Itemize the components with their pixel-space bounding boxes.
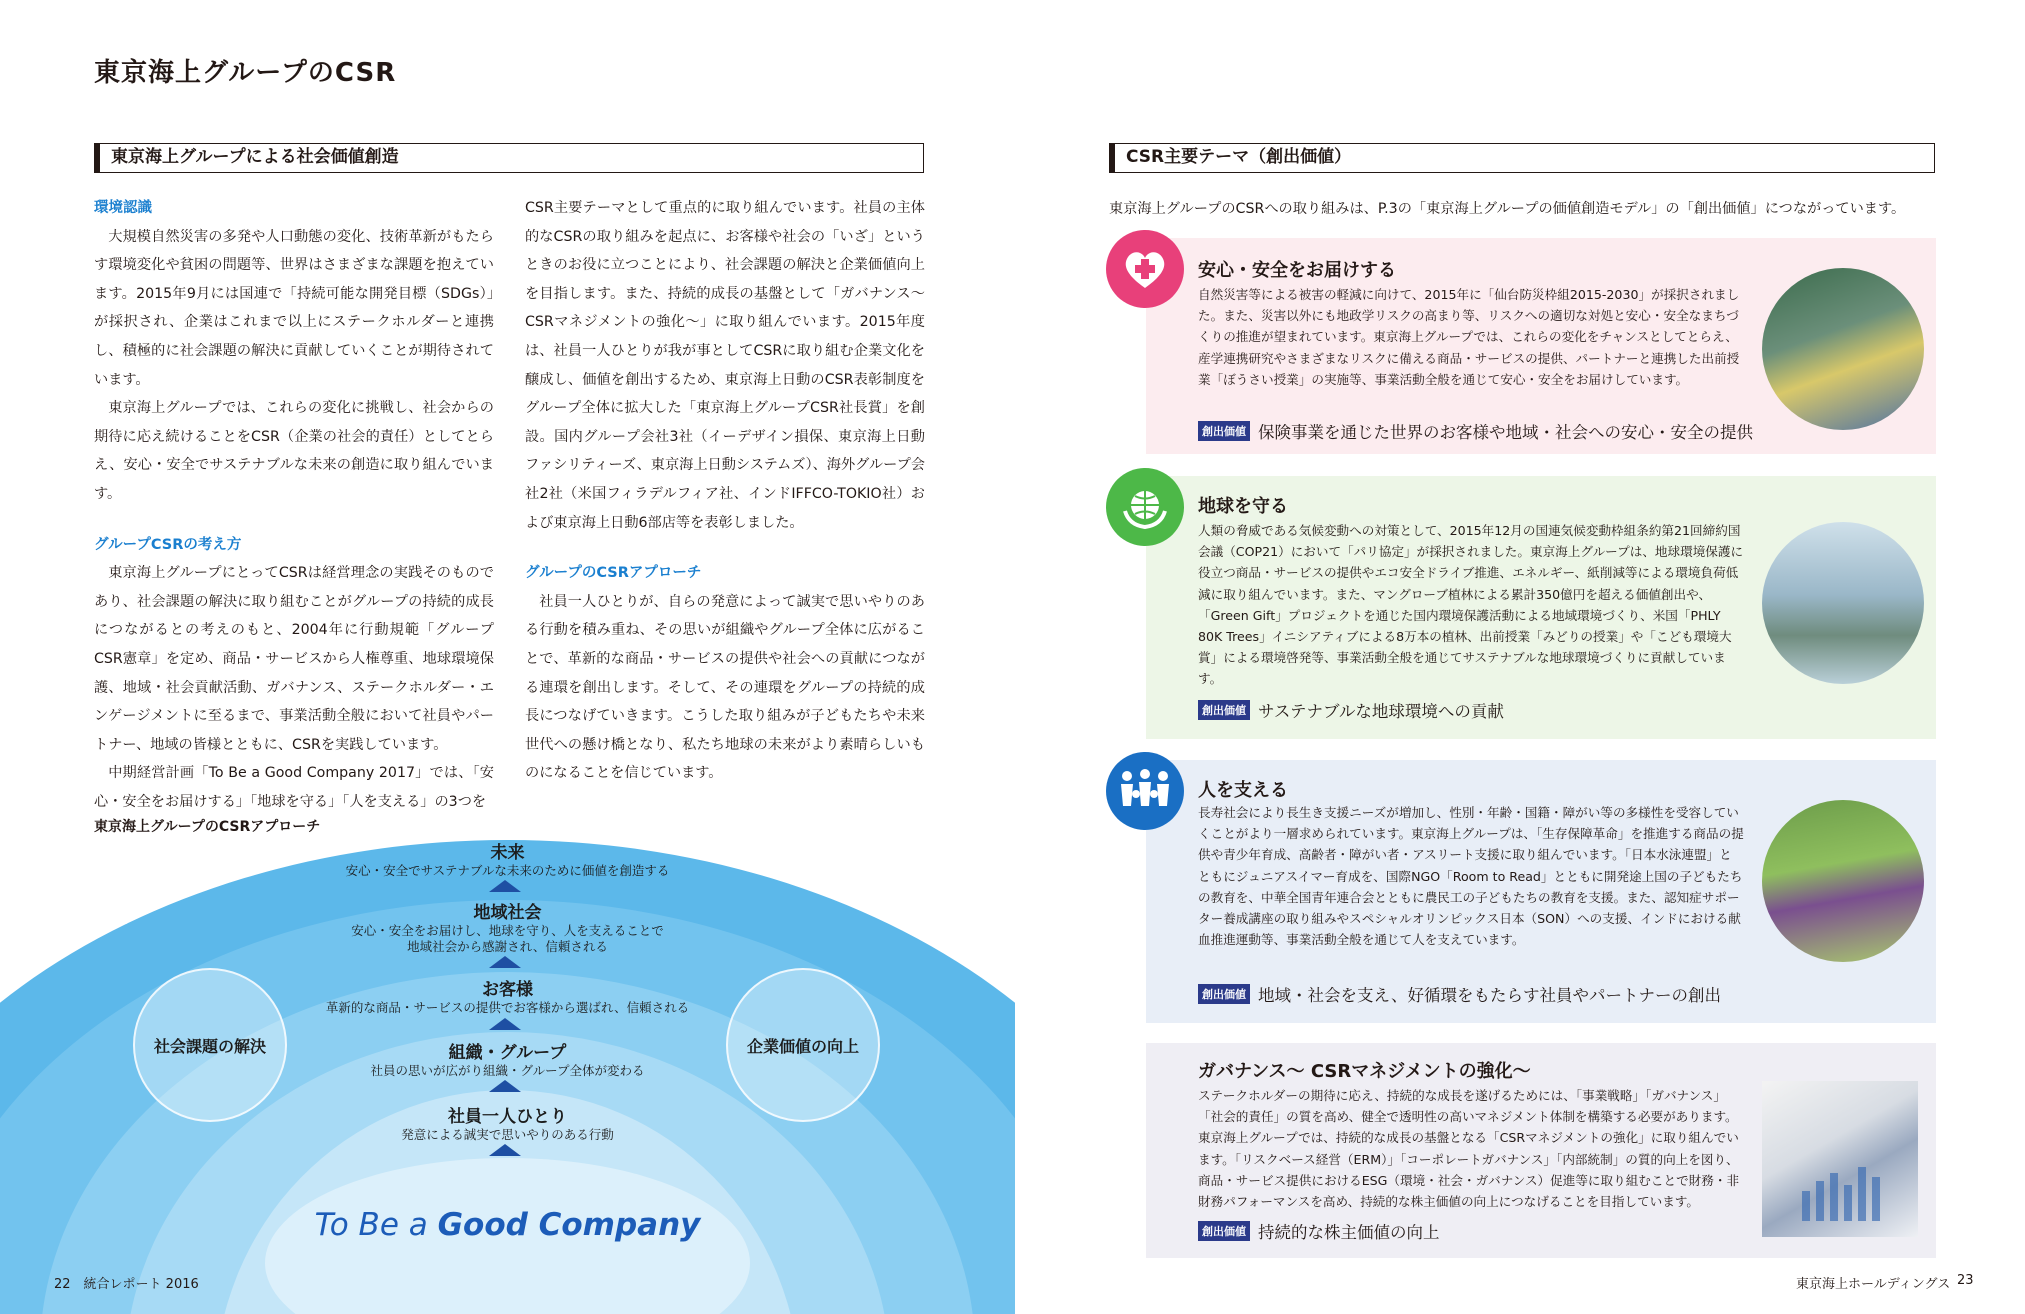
globe-hands-icon (1106, 468, 1184, 546)
diagram-title: 東京海上グループのCSRアプローチ (94, 819, 321, 835)
text-column-1 (94, 194, 494, 816)
theme-body: 人類の脅威である気候変動への対策として、2015年12月の国連気候変動枠組条約第21回締約国会議（COP21）において「パリ協定」が採択されました。東京海上グループは、地球環境保護に役立つ商品・サービスの提供やエコ安全ドライブ推進、エネルギー、紙削減等による環境負荷低減に取り組んでいます。また、マングローブ植林による累計350億円を超える価値創出や、「Green Gift」プロジェクトを通じた国内環境保護活動による地域環境づくり、米国「PHLY 80K Trees」イニシアティブによる8万本の植林、出前授業「みどりの授業」や「こども環境大賞」による環境啓発等、事業活動全般を通じてサステナブルな地球環境づくりに貢献しています。 (1198, 523, 1744, 687)
up-arrow-icon (489, 956, 521, 968)
level-community (0, 898, 1015, 955)
page-title: 東京海上グループのCSR (94, 58, 397, 88)
paragraph: 社員一人ひとりが、自らの発意によって誠実で思いやりのある行動を積み重ね、その思いが組織やグループ全体に広がることで、革新的な商品・サービスの提供や社会への貢献につながる連環を創出します。そして、その連環をグループの持続的成長につなげていきます。こうした取り組みが子どもたちや未来世代への懸け橋となり、私たち地球の未来がより素晴らしいものになることを信じています。 (525, 593, 925, 782)
theme-title: 人を支える (1198, 780, 1288, 801)
value-tag: 創出価値 (1198, 984, 1250, 1004)
level-desc: 社員の思いが広がり組織・グループ全体が変わる (370, 1063, 645, 1078)
level-title: お客様 (482, 980, 533, 1000)
people-icon (1106, 752, 1184, 830)
cycling-photo (1762, 800, 1924, 962)
section-heading-right-text: CSR主要テーマ（創出価値） (1126, 147, 1352, 167)
text-column-2 (525, 194, 925, 788)
level-future (0, 838, 1015, 879)
value-row (1198, 698, 1504, 722)
value-text: 地域・社会を支え、好循環をもたらす社員やパートナーの創出 (1258, 986, 1721, 1005)
level-title: 未来 (490, 843, 525, 863)
section-heading-left-text: 東京海上グループによる社会価値創造 (111, 147, 399, 167)
up-arrow-icon (489, 1080, 521, 1092)
value-row (1198, 419, 1753, 443)
theme-body: 長寿社会により長生き支援ニーズが増加し、性別・年齢・国籍・障がい等の多様性を受容していくことがより一層求められています。東京海上グループは、「生存保障革命」を推進する商品の提供や青少年育成、高齢者・障がい者・アスリート支援に取り組んでいます。「日本水泳連盟」とともにジュニアスイマー育成を、国際NGO「Room to Read」とともに開発途上国の子どもたちの教育を、中華全国青年連合会とともに農民工の子どもたちの教育を支援。また、認知症サポーター養成講座の取り組みやスペシャルオリンピックス日本（SON）への支援、インドにおける献血推進運動等、事業活動全般を通じて人を支えています。 (1198, 805, 1744, 948)
section-heading-left (94, 143, 924, 173)
bubble-social-issues: 社会課題の解決 (133, 968, 287, 1122)
subheading-environment: 環境認識 (94, 200, 152, 216)
theme-card-people (1146, 760, 1936, 1023)
slogan-emphasis: Good Company (437, 1207, 701, 1243)
value-row (1198, 982, 1721, 1006)
value-row (1198, 1219, 1440, 1243)
theme-title: 安心・安全をお届けする (1198, 260, 1396, 281)
level-desc: 安心・安全でサステナブルな未来のために価値を創造する (345, 863, 670, 878)
mangrove-photo (1762, 522, 1924, 684)
theme-body: ステークホルダーの期待に応え、持続的な成長を遂げるためには、「事業戦略」「ガバナンス」「社会的責任」の質を高め、健全で透明性の高いマネジメント体制を構築する必要があります。東京海上グループでは、持続的な成長の基盤となる「CSRマネジメントの強化」に取り組んでいます。「リスクベース経営（ERM）」「コーポレートガバナンス」「内部統制」の質的向上を図り、商品・サービス提供におけるESG（環境・社会・ガバナンス）促進等に取り組むことで財務・非財務パフォーマンスを高め、持続的な株主価値の向上につなげることを目指しています。 (1198, 1088, 1740, 1210)
level-desc: 発意による誠実で思いやりのある行動 (401, 1127, 614, 1142)
up-arrow-icon (489, 880, 521, 892)
paragraph: CSR主要テーマとして重点的に取り組んでいます。社員の主体的なCSRの取り組みを起点に、お客様や社会の「いざ」というときのお役に立つことにより、社会課題の解決と企業価値向上を目指します。また、持続的成長の基盤として「ガバナンス〜CSRマネジメントの強化〜」に取り組んでいます。2015年度は、社員一人ひとりが我が事としてCSRに取り組む企業文化を醸成し、価値を創出するため、東京海上日動のCSR表彰制度をグループ全体に拡大した「東京海上グループCSR社長賞」を創設。国内グループ会社3社（イーデザイン損保、東京海上日動ファシリティーズ、東京海上日動システムズ）、海外グループ会社2社（米国フィラデルフィア社、インドIFFCO-TOKIO社）および東京海上日動6部店等を表彰しました。 (525, 200, 925, 531)
paragraph: 東京海上グループでは、これらの変化に挑戦し、社会からの期待に応え続けることをCSR（企業の社会的責任）としてとらえ、安心・安全でサステナブルな未来の創造に取り組んでいます。 (94, 400, 494, 502)
level-title: 地域社会 (473, 903, 542, 923)
slogan (0, 1207, 1015, 1243)
up-arrow-icon (489, 1144, 521, 1156)
level-employee (0, 1102, 1015, 1143)
footer-right-name: 東京海上ホールディングス (1796, 1277, 1951, 1292)
level-desc: 安心・安全をお届けし、地球を守り、人を支えることで (351, 923, 664, 938)
value-text: サステナブルな地球環境への貢献 (1258, 702, 1504, 721)
intro-text: 東京海上グループのCSRへの取り組みは、P.3の「東京海上グループの価値創造モデル」の「創出価値」につながっています。 (1109, 201, 1906, 217)
level-desc: 革新的な商品・サービスの提供でお客様から選ばれ、信頼される (325, 1000, 690, 1015)
value-text: 保険事業を通じた世界のお客様や地域・社会への安心・安全の提供 (1258, 423, 1753, 442)
paragraph: 中期経営計画「To Be a Good Company 2017」では、「安心・安全をお届けする」「地球を守る」「人を支える」の3つを (94, 765, 494, 810)
theme-card-earth (1146, 476, 1936, 739)
subheading-group-csr: グループCSRの考え方 (94, 536, 242, 553)
value-tag: 創出価値 (1198, 700, 1250, 720)
footer-left: 22 統合レポート 2016 (54, 1277, 199, 1292)
level-desc: 地域社会から感謝され、信頼される (407, 939, 608, 954)
slogan-prefix: To Be a (314, 1207, 438, 1243)
up-arrow-icon (489, 1018, 521, 1030)
section-heading-right (1109, 143, 1935, 173)
footer-right-page: 23 (1957, 1273, 1974, 1288)
subheading-csr-approach: グループのCSRアプローチ (525, 565, 702, 582)
heart-cross-icon (1106, 230, 1184, 308)
bubble-corporate-value: 企業価値の向上 (726, 968, 880, 1122)
theme-body: 自然災害等による被害の軽減に向けて、2015年に「仙台防災枠組2015-2030」が採択されました。また、災害以外にも地政学リスクの高まり等、リスクへの適切な対処と安心・安全なまちづくりの推進が望まれています。東京海上グループでは、これらの変化をチャンスとしてとらえ、産学連携研究やさまざまなリスクに備える商品・サービスの提供、パートナーと連携した出前授業「ぼうさい授業」の実施等、事業活動全般を通じて安心・安全をお届けしています。 (1198, 287, 1740, 387)
classroom-photo (1762, 268, 1924, 430)
paragraph: 大規模自然災害の多発や人口動態の変化、技術革新がもたらす環境変化や貧困の問題等、世界はさまざまな課題を抱えています。2015年9月には国連で「持続可能な開発目標（SDGs）」が採択され、企業はこれまで以上にステークホルダーと連携し、積極的に社会課題の解決に貢献していくことが期待されています。 (94, 228, 494, 388)
value-tag: 創出価値 (1198, 1221, 1250, 1241)
theme-title: 地球を守る (1198, 496, 1288, 517)
value-tag: 創出価値 (1198, 421, 1250, 441)
theme-card-safety (1146, 238, 1936, 454)
document-chart-photo (1762, 1081, 1918, 1237)
paragraph: 東京海上グループにとってCSRは経営理念の実践そのものであり、社会課題の解決に取り組むことがグループの持続的成長につながるとの考えのもと、2004年に行動規範「グループCSR憲章」を定め、商品・サービスから人権尊重、地球環境保護、地域・社会貢献活動、ガバナンス、ステークホルダー・エンゲージメントに至るまで、事業活動全般において社員やパートナー、地域の皆様とともに、CSRを実践しています。 (94, 565, 494, 753)
value-text: 持続的な株主価値の向上 (1258, 1223, 1440, 1242)
theme-title: ガバナンス〜 CSRマネジメントの強化〜 (1198, 1061, 1531, 1082)
level-title: 社員一人ひとり (448, 1107, 567, 1127)
theme-card-governance (1146, 1043, 1936, 1258)
level-title: 組織・グループ (448, 1043, 567, 1063)
